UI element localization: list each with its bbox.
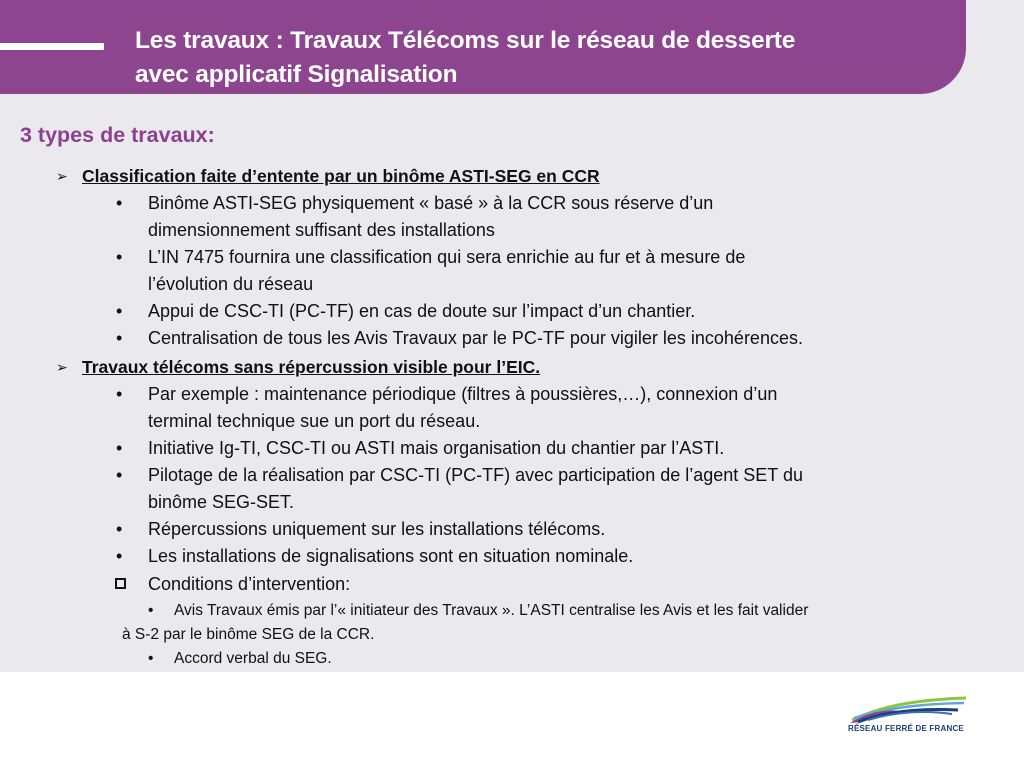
sub-list-item-line-1: Avis Travaux émis par l’« initiateur des Travaux ». L’ASTI centralise les Avis et les fait valider	[174, 602, 809, 619]
sub-list-item	[122, 599, 998, 647]
section-1-heading	[56, 164, 600, 188]
list-item	[116, 462, 1008, 516]
bullet-icon: •	[116, 438, 123, 458]
list-item-line-1: Par exemple : maintenance périodique (filtres à poussières,…), connexion d’un	[148, 384, 778, 404]
bullet-icon: •	[116, 384, 123, 404]
arrow-bullet-icon: ➢	[56, 359, 68, 375]
list-item	[116, 381, 1008, 435]
list-item-line-2: binôme SEG-SET.	[148, 492, 295, 512]
list-item-line-2: dimensionnement suffisant des installations	[148, 220, 495, 240]
list-item-line-1: L’IN 7475 fournira une classification qui sera enrichie au fur et à mesure de	[148, 247, 746, 267]
bullet-icon: •	[116, 193, 123, 213]
slide-title-line-1: Les travaux : Travaux Télécoms sur le réseau de desserte	[135, 27, 796, 54]
checkbox-square-icon	[115, 578, 126, 589]
list-item-line-2: l’évolution du réseau	[148, 274, 314, 294]
list-item-line-1: Appui de CSC-TI (PC-TF) en cas de doute sur l’impact d’un chantier.	[148, 301, 696, 321]
section-1-heading-text: Classification faite d’entente par un binôme ASTI-SEG en CCR	[82, 166, 600, 186]
arrow-bullet-icon: ➢	[56, 168, 68, 184]
list-item-line-1: Binôme ASTI-SEG physiquement « basé » à la CCR sous réserve d’un	[148, 193, 714, 213]
bullet-icon: •	[148, 602, 154, 619]
list-item-line-1: Initiative Ig-TI, CSC-TI ou ASTI mais organisation du chantier par l’ASTI.	[148, 438, 725, 458]
list-item-line-2: terminal technique sue un port du réseau.	[148, 411, 481, 431]
bullet-icon: •	[116, 301, 123, 321]
sub-list-item	[148, 647, 998, 671]
list-item	[116, 435, 1008, 462]
list-item	[116, 516, 1008, 543]
bullet-icon: •	[116, 328, 123, 348]
sub-list-item-line-1: Accord verbal du SEG.	[174, 650, 332, 667]
sub-list-item-line-2: à S-2 par le binôme SEG de la CCR.	[122, 626, 375, 643]
bullet-icon: •	[116, 546, 123, 566]
list-item	[116, 244, 1008, 298]
list-item	[116, 298, 1008, 325]
list-item-line-1: Répercussions uniquement sur les installations télécoms.	[148, 519, 606, 539]
list-item-line-1: Les installations de signalisations sont en situation nominale.	[148, 546, 634, 566]
bullet-icon: •	[148, 650, 154, 667]
list-item	[116, 543, 1008, 570]
bullet-icon: •	[116, 519, 123, 539]
slide-title-line-2: avec applicatif Signalisation	[135, 61, 458, 88]
section-2-heading	[56, 355, 541, 379]
list-item-line-1: Pilotage de la réalisation par CSC-TI (PC-TF) avec participation de l’agent SET du	[148, 465, 803, 485]
list-item-line-1: Centralisation de tous les Avis Travaux par le PC-TF pour vigiler les incohérences.	[148, 328, 803, 348]
bullet-icon: •	[116, 465, 123, 485]
conditions-item	[148, 571, 1008, 598]
conditions-label: Conditions d’intervention:	[148, 574, 351, 594]
list-item	[116, 325, 1008, 352]
section-heading: 3 types de travaux:	[20, 123, 215, 147]
section-2-heading-text: Travaux télécoms sans répercussion visible pour l’EIC.	[82, 357, 541, 377]
list-item	[116, 190, 1008, 244]
logo-text: RÉSEAU FERRÉ DE FRANCE	[848, 724, 964, 733]
bullet-icon: •	[116, 247, 123, 267]
